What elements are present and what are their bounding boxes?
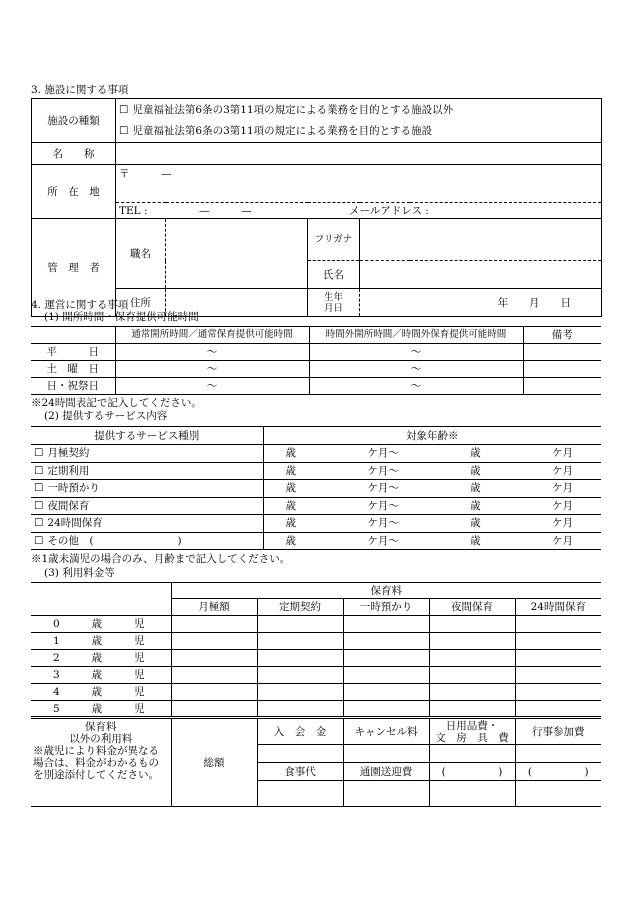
table-row <box>31 616 601 633</box>
fee-cell[interactable] <box>515 650 601 667</box>
event-fee-field[interactable] <box>515 745 601 763</box>
custom-fee-label-2[interactable]: ( ) <box>515 763 601 781</box>
services-subheading: (2) 提供するサービス内容 <box>44 410 168 422</box>
supplies-fee-label <box>429 718 515 745</box>
age-unit: 歳 <box>91 618 103 630</box>
fee-cell[interactable] <box>515 633 601 650</box>
hours-note: ※24時間表記で記入してください。 <box>31 397 202 409</box>
age-suffix: 児 <box>134 702 145 715</box>
service-regular-age[interactable] <box>263 462 601 480</box>
age-years-to: 歳 <box>470 482 481 495</box>
age-years-from: 歳 <box>285 517 296 530</box>
furigana-label: フリガナ <box>308 219 360 261</box>
age-months-from: ケ月〜 <box>367 464 399 477</box>
hours-row-holiday-regular[interactable]: 〜 <box>115 378 309 395</box>
service-other[interactable]: ☐ その他 ( ) <box>31 532 263 550</box>
section3-heading: 3. 施設に関する事項 <box>31 84 129 96</box>
event-fee-label: 行事参加費 <box>515 718 601 745</box>
facility-table <box>31 98 602 317</box>
entrance-fee-label: 入 会 金 <box>257 718 343 745</box>
age-row-label <box>31 667 171 684</box>
service-monthly-age[interactable] <box>263 445 601 463</box>
service-temporary[interactable]: ☐ 一時預かり <box>31 480 263 498</box>
fee-cell[interactable] <box>343 650 429 667</box>
age-months-from: ケ月〜 <box>367 499 399 512</box>
age-years-from: 歳 <box>285 447 296 460</box>
fee-cell[interactable] <box>171 701 257 718</box>
age-years-from: 歳 <box>285 482 296 495</box>
age-row-label <box>31 650 171 667</box>
hours-corner <box>31 327 115 344</box>
age-num: 0 <box>53 618 60 630</box>
supplies-fee-line1: 日用品費・ <box>445 719 499 732</box>
other-fees-label <box>31 718 171 807</box>
hours-row-weekday-label: 平 日 <box>31 344 115 361</box>
fee-cell[interactable] <box>429 667 515 684</box>
age-years-to: 歳 <box>470 534 481 547</box>
col-24h: 24時間保育 <box>515 599 601 616</box>
childcare-fee-header: 保育料 <box>171 583 601 599</box>
service-regular[interactable]: ☐ 定期利用 <box>31 462 263 480</box>
age-suffix: 児 <box>134 686 145 698</box>
fee-cell[interactable] <box>515 701 601 718</box>
address-label: 所 在 地 <box>32 165 116 219</box>
fee-cell[interactable] <box>429 633 515 650</box>
age-months-to: ケ月 <box>551 517 573 530</box>
hours-row-saturday-remarks[interactable] <box>523 361 601 378</box>
age-months-from: ケ月〜 <box>367 517 399 530</box>
fee-cell[interactable] <box>171 633 257 650</box>
age-suffix: 児 <box>134 669 145 681</box>
age-years-to: 歳 <box>470 517 481 530</box>
fee-cell[interactable] <box>171 684 257 701</box>
services-note: ※1歳未満児の場合のみ、月齢まで記入してください。 <box>31 553 291 565</box>
fee-cell[interactable] <box>257 633 343 650</box>
age-row-label <box>31 684 171 701</box>
supplies-fee-line2: 文 房 具 費 <box>435 731 509 744</box>
age-years-from: 歳 <box>285 534 296 547</box>
hours-subheading: (1) 開所時間・保育提供可能時間 <box>44 311 199 323</box>
manager-label: 管 理 者 <box>32 219 116 317</box>
fee-cell[interactable] <box>257 667 343 684</box>
fee-cell[interactable] <box>343 633 429 650</box>
age-num: 2 <box>53 652 60 664</box>
dob-label <box>308 289 360 317</box>
position-field[interactable] <box>166 219 308 289</box>
fee-cell[interactable] <box>257 650 343 667</box>
fee-cell[interactable] <box>515 684 601 701</box>
residence-label: 住所 <box>116 289 166 317</box>
fee-cell[interactable] <box>515 616 601 633</box>
custom-fee-field-1[interactable] <box>429 781 515 807</box>
email-label: メールアドレス : <box>349 204 429 217</box>
tel-dashes: — — <box>199 204 252 217</box>
other-fees-title-2: 以外の利用料 <box>69 733 133 745</box>
fee-cell[interactable] <box>515 667 601 684</box>
dob-field[interactable]: 年 月 日 <box>360 289 602 317</box>
age-unit: 歳 <box>91 652 103 664</box>
cancel-fee-label: キャンセル料 <box>343 718 429 745</box>
fee-cell[interactable] <box>257 616 343 633</box>
fee-cell[interactable] <box>171 667 257 684</box>
facility-type-label: 施設の種類 <box>32 99 116 143</box>
col-regular-contract: 定期契約 <box>257 599 343 616</box>
table-row <box>31 701 601 718</box>
fee-cell[interactable] <box>257 684 343 701</box>
transport-fee-field[interactable] <box>343 781 429 807</box>
col-overtime-hours: 時間外開所時間／時間外保育提供可能時間 <box>309 327 523 344</box>
age-row-label <box>31 616 171 633</box>
meal-fee-field[interactable] <box>257 781 343 807</box>
meal-fee-label: 食事代 <box>257 763 343 781</box>
col-regular-hours: 通常開所時間／通常保育提供可能時間 <box>115 327 309 344</box>
supplies-fee-field[interactable] <box>429 745 515 763</box>
custom-fee-field-2[interactable] <box>515 781 601 807</box>
col-target-age: 対象年齢※ <box>263 427 601 445</box>
hours-row-saturday-label: 土 曜 日 <box>31 361 115 378</box>
fee-cell[interactable] <box>171 616 257 633</box>
fee-cell[interactable] <box>343 667 429 684</box>
col-monthly: 月極額 <box>171 599 257 616</box>
dob-label-line2: 月日 <box>323 302 343 314</box>
age-suffix: 児 <box>134 635 145 647</box>
col-remarks: 備考 <box>523 327 601 344</box>
fee-cell[interactable] <box>343 684 429 701</box>
age-months-to: ケ月 <box>551 482 573 495</box>
age-years-to: 歳 <box>470 499 481 512</box>
furigana-field[interactable] <box>360 219 602 261</box>
table-row <box>31 667 601 684</box>
dob-label-line1: 生年 <box>323 291 343 303</box>
age-years-from: 歳 <box>285 464 296 477</box>
age-unit: 歳 <box>91 702 103 715</box>
hours-row-weekday-remarks[interactable] <box>523 344 601 361</box>
hours-row-weekday-regular[interactable]: 〜 <box>115 344 309 361</box>
service-24h[interactable]: ☐ 24時間保育 <box>31 515 263 533</box>
hours-row-holiday-label: 日・祝祭日 <box>31 378 115 395</box>
cancel-fee-field[interactable] <box>343 745 429 763</box>
service-night[interactable]: ☐ 夜間保育 <box>31 497 263 515</box>
section4-heading: 4. 運営に関する事項 <box>31 299 129 311</box>
age-months-to: ケ月 <box>551 447 573 460</box>
contact-row <box>116 203 602 219</box>
hours-row-saturday-regular[interactable]: 〜 <box>115 361 309 378</box>
tel-label: TEL : <box>119 204 148 217</box>
service-monthly[interactable]: ☐ 月極契約 <box>31 445 263 463</box>
person-name-field[interactable] <box>360 261 602 289</box>
age-years-to: 歳 <box>470 447 481 460</box>
custom-fee-label-1[interactable]: ( ) <box>429 763 515 781</box>
position-label: 職名 <box>116 219 166 289</box>
other-fees-note: ※歳児により料金が異なる場合は、料金がわかるものを別途添付してください。 <box>33 745 159 781</box>
hours-table <box>31 326 601 395</box>
name-field[interactable] <box>116 143 602 165</box>
table-row <box>31 650 601 667</box>
age-unit: 歳 <box>91 635 103 647</box>
service-night-age[interactable] <box>263 497 601 515</box>
age-num: 3 <box>53 669 60 681</box>
service-temporary-age[interactable] <box>263 480 601 498</box>
hours-row-saturday-overtime[interactable]: 〜 <box>309 361 523 378</box>
fees-subheading: (3) 利用料金等 <box>44 567 115 579</box>
total-label: 総額 <box>171 718 257 807</box>
hours-row-holiday-overtime[interactable]: 〜 <box>309 378 523 395</box>
age-row-label <box>31 633 171 650</box>
age-num: 5 <box>53 702 60 715</box>
name-label: 名 称 <box>32 143 116 165</box>
age-unit: 歳 <box>91 669 103 681</box>
fees-corner <box>31 583 171 616</box>
age-months-from: ケ月〜 <box>367 482 399 495</box>
fee-cell[interactable] <box>257 701 343 718</box>
col-night: 夜間保育 <box>429 599 515 616</box>
age-months-to: ケ月 <box>551 464 573 477</box>
transport-fee-label: 通園送迎費 <box>343 763 429 781</box>
col-temporary: 一時預かり <box>343 599 429 616</box>
hours-row-holiday-remarks[interactable] <box>523 378 601 395</box>
age-months-to: ケ月 <box>551 534 573 547</box>
age-row-label <box>31 701 171 718</box>
person-name-label: 氏名 <box>308 261 360 289</box>
entrance-fee-field[interactable] <box>257 745 343 763</box>
col-service-type: 提供するサービス種別 <box>31 427 263 445</box>
table-row <box>31 633 601 650</box>
fees-table <box>31 582 601 807</box>
age-suffix: 児 <box>134 618 145 630</box>
services-table <box>31 426 601 550</box>
facility-option-2[interactable]: ☐ 児童福祉法第6条の3第11項の規定による業務を目的とする施設 <box>116 121 602 143</box>
fee-cell[interactable] <box>343 701 429 718</box>
age-months-from: ケ月〜 <box>367 447 399 460</box>
hours-row-weekday-overtime[interactable]: 〜 <box>309 344 523 361</box>
fee-cell[interactable] <box>429 684 515 701</box>
age-months-from: ケ月〜 <box>367 534 399 547</box>
fee-cell[interactable] <box>429 650 515 667</box>
service-24h-age[interactable] <box>263 515 601 533</box>
table-row <box>31 684 601 701</box>
age-num: 4 <box>53 686 60 698</box>
age-suffix: 児 <box>134 652 145 664</box>
postal-code-field[interactable]: 〒 — <box>116 165 602 203</box>
other-fees-title-1: 保育料 <box>85 721 117 733</box>
age-years-from: 歳 <box>285 499 296 512</box>
age-num: 1 <box>53 635 60 647</box>
age-years-to: 歳 <box>470 464 481 477</box>
facility-option-1[interactable]: ☐ 児童福祉法第6条の3第11項の規定による業務を目的とする施設以外 <box>116 99 602 121</box>
fee-cell[interactable] <box>343 616 429 633</box>
fee-cell[interactable] <box>429 616 515 633</box>
fee-cell[interactable] <box>171 650 257 667</box>
service-other-age[interactable] <box>263 532 601 550</box>
fee-cell[interactable] <box>429 701 515 718</box>
age-months-to: ケ月 <box>551 499 573 512</box>
age-unit: 歳 <box>91 686 103 698</box>
